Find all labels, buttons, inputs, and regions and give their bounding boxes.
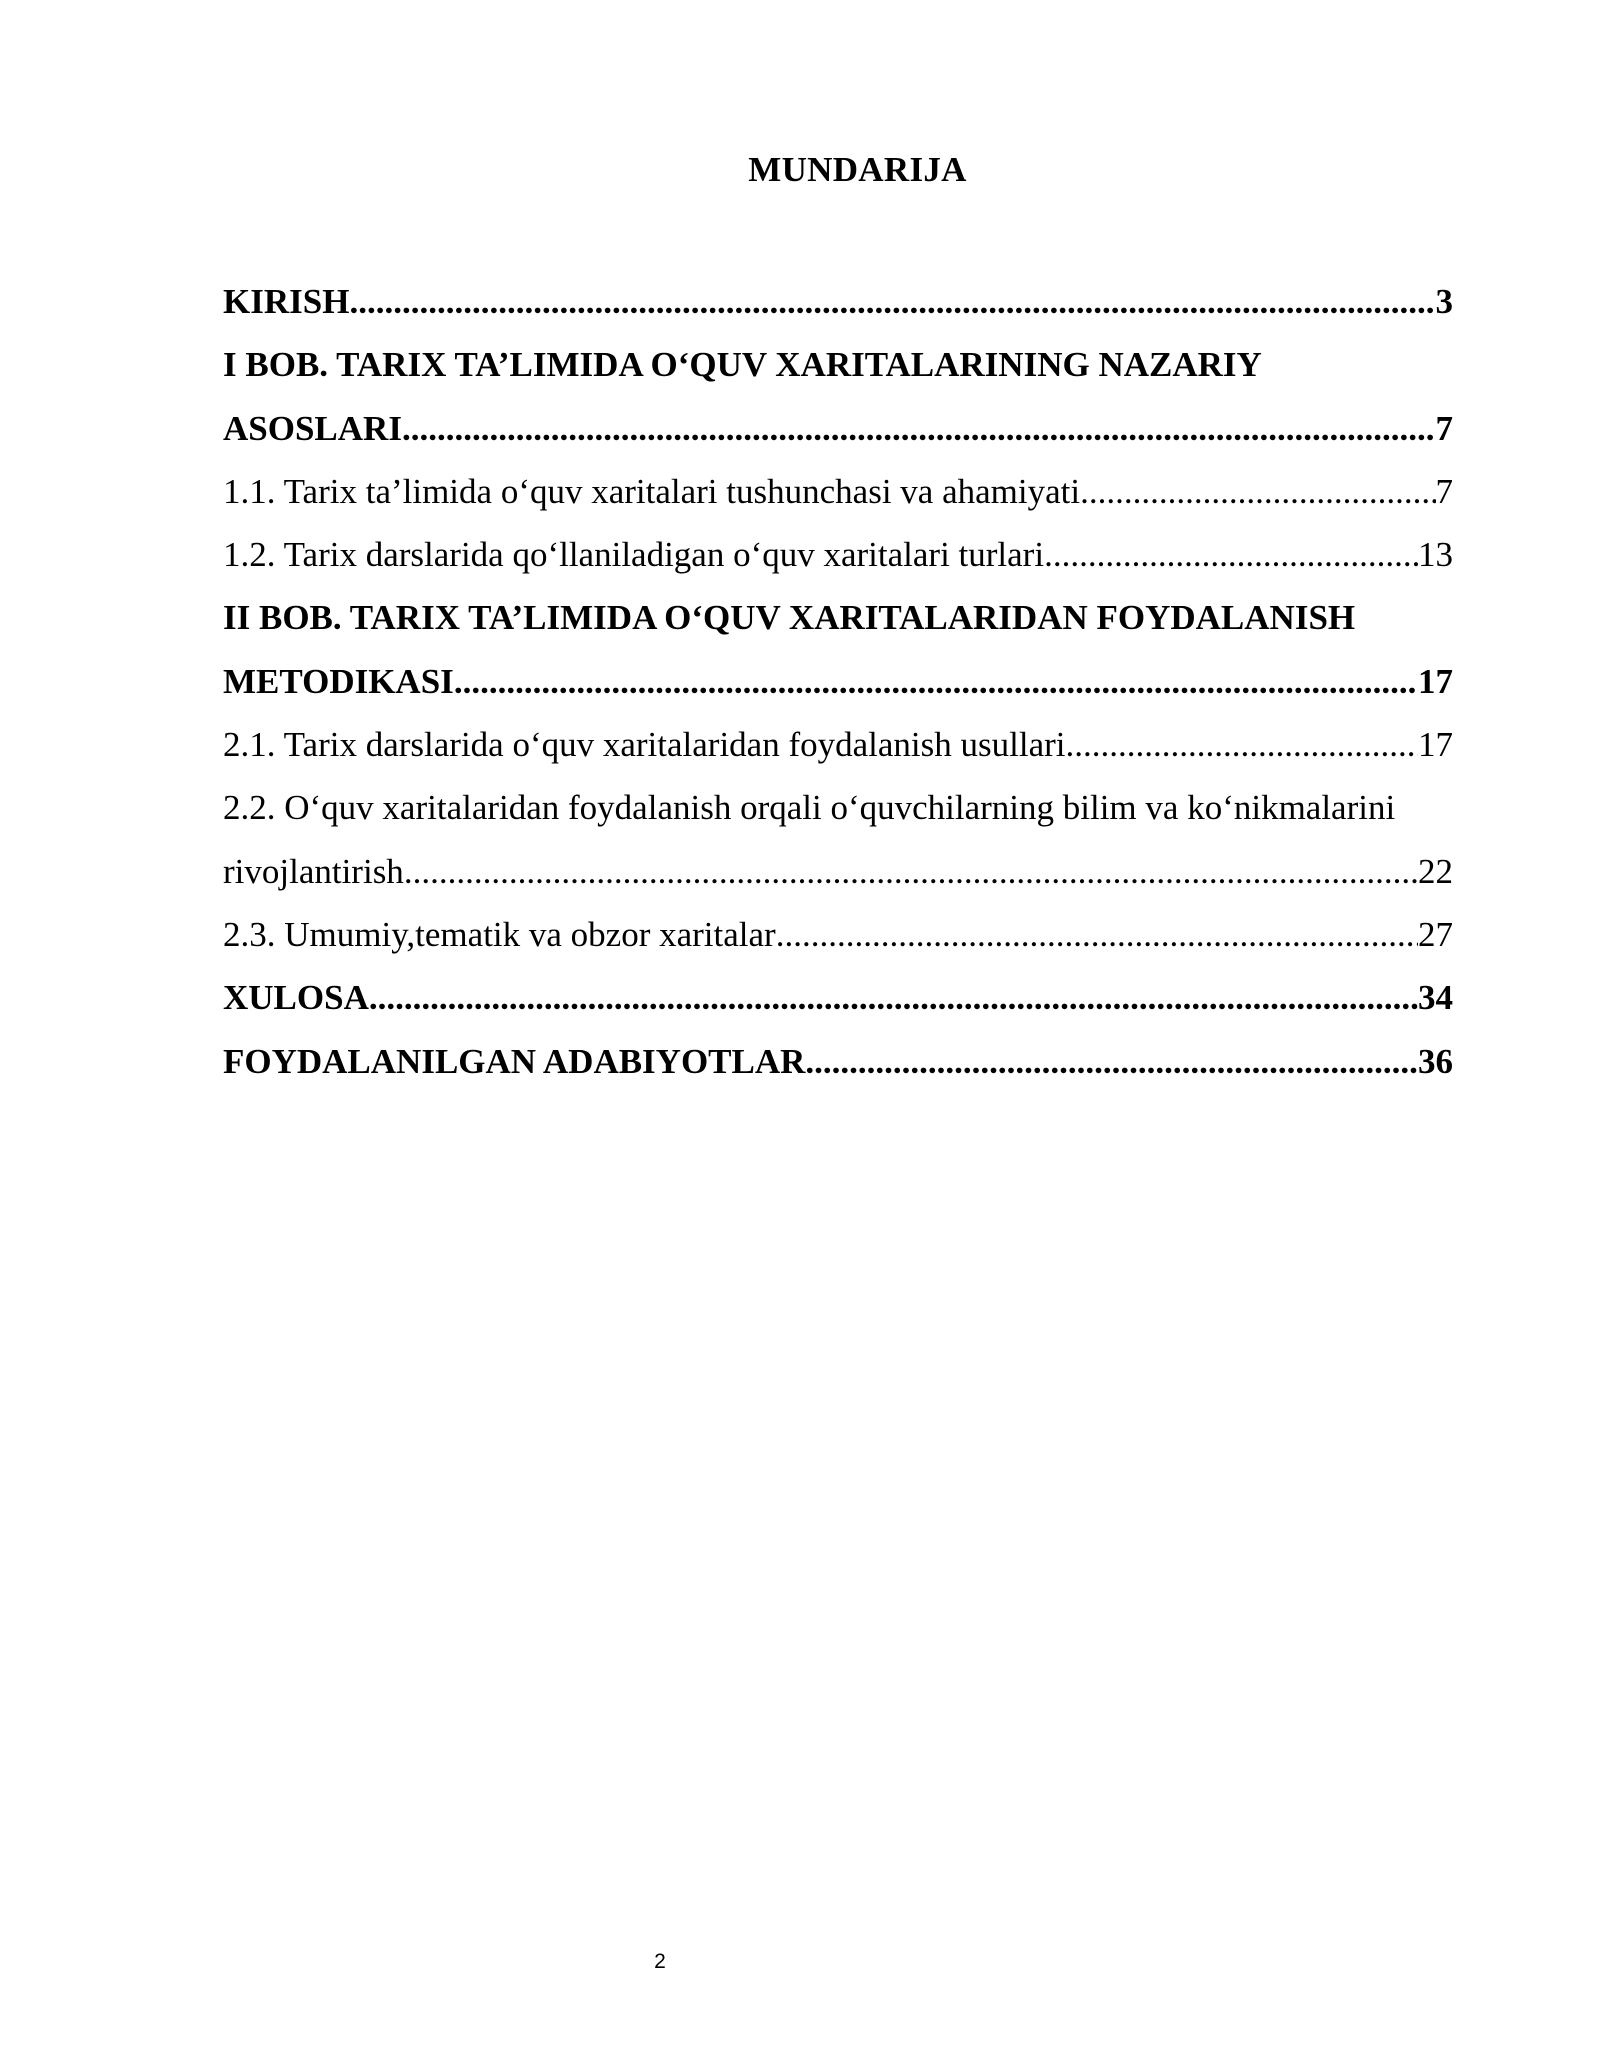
dot-leader <box>349 270 1435 333</box>
toc-entry-xulosa[interactable] <box>223 966 1453 1029</box>
page-title: MUNDARIJA <box>748 150 967 189</box>
toc-entry-adabiyotlar[interactable] <box>223 1030 1453 1093</box>
toc-entry-label: FOYDALANILGAN ADABIYOTLAR <box>223 1041 806 1081</box>
toc-entry-label: 2.2. O‘quv xaritalaridan foydalanish orqali o‘quvchilarning bilim va ko‘nikmalarini <box>223 788 1396 828</box>
toc-entry-kirish[interactable] <box>223 270 1453 333</box>
dot-leader <box>1044 523 1418 586</box>
toc-entry-label: rivojlantirish <box>223 851 404 891</box>
toc-page-number: 17 <box>1418 725 1453 765</box>
toc-entry-chapter-2-title[interactable] <box>223 586 1453 649</box>
table-of-contents <box>223 270 1453 1093</box>
dot-leader <box>805 1030 1418 1093</box>
toc-entry-label: 2.3. Umumiy,tematik va obzor xaritalar <box>223 914 776 954</box>
toc-page-number: 22 <box>1418 851 1453 891</box>
toc-entry-label: 1.1. Tarix ta’limida o‘quv xaritalari tushunchasi va ahamiyati <box>223 471 1081 511</box>
dot-leader <box>404 840 1418 903</box>
toc-entry-label: 1.2. Tarix darslarida qo‘llaniladigan o‘quv xaritalari turlari <box>223 535 1045 575</box>
toc-entry-section-1-1[interactable] <box>223 460 1453 523</box>
toc-entry-section-2-3[interactable] <box>223 903 1453 966</box>
toc-page-number: 3 <box>1435 282 1453 321</box>
toc-entry-label: I BOB. TARIX TA’LIMIDA O‘QUV XARITALARINING NAZARIY <box>223 345 1262 385</box>
toc-page-number: 7 <box>1435 471 1453 511</box>
toc-page-number: 7 <box>1435 408 1453 448</box>
toc-entry-label: XULOSA <box>223 978 369 1018</box>
toc-page-number: 13 <box>1418 535 1453 575</box>
toc-entry-chapter-1[interactable] <box>223 397 1453 460</box>
toc-entry-chapter-2[interactable] <box>223 650 1453 713</box>
toc-entry-label: METODIKASI <box>223 661 454 701</box>
toc-entry-section-2-1[interactable] <box>223 713 1453 776</box>
page-number: 2 <box>654 1950 666 1973</box>
toc-entry-section-1-2[interactable] <box>223 523 1453 586</box>
toc-entry-label: 2.1. Tarix darslarida o‘quv xaritalaridan foydalanish usullari <box>223 725 1066 765</box>
toc-page-number: 36 <box>1418 1041 1453 1081</box>
toc-page-number: 34 <box>1418 978 1453 1018</box>
toc-entry-label: KIRISH <box>223 282 350 321</box>
toc-entry-label: ASOSLARI <box>223 408 402 448</box>
toc-entry-section-2-2[interactable] <box>223 840 1453 903</box>
toc-page-number: 27 <box>1418 914 1453 954</box>
toc-entry-section-2-2-title[interactable] <box>223 776 1453 839</box>
dot-leader <box>1065 713 1418 776</box>
dot-leader <box>1080 460 1435 523</box>
toc-page-number: 17 <box>1418 661 1453 701</box>
dot-leader <box>369 966 1418 1029</box>
dot-leader <box>454 650 1418 713</box>
dot-leader <box>402 397 1436 460</box>
dot-leader <box>776 903 1418 966</box>
toc-entry-label: II BOB. TARIX TA’LIMIDA O‘QUV XARITALARIDAN FOYDALANISH <box>223 598 1356 638</box>
toc-entry-chapter-1-title[interactable] <box>223 333 1453 396</box>
